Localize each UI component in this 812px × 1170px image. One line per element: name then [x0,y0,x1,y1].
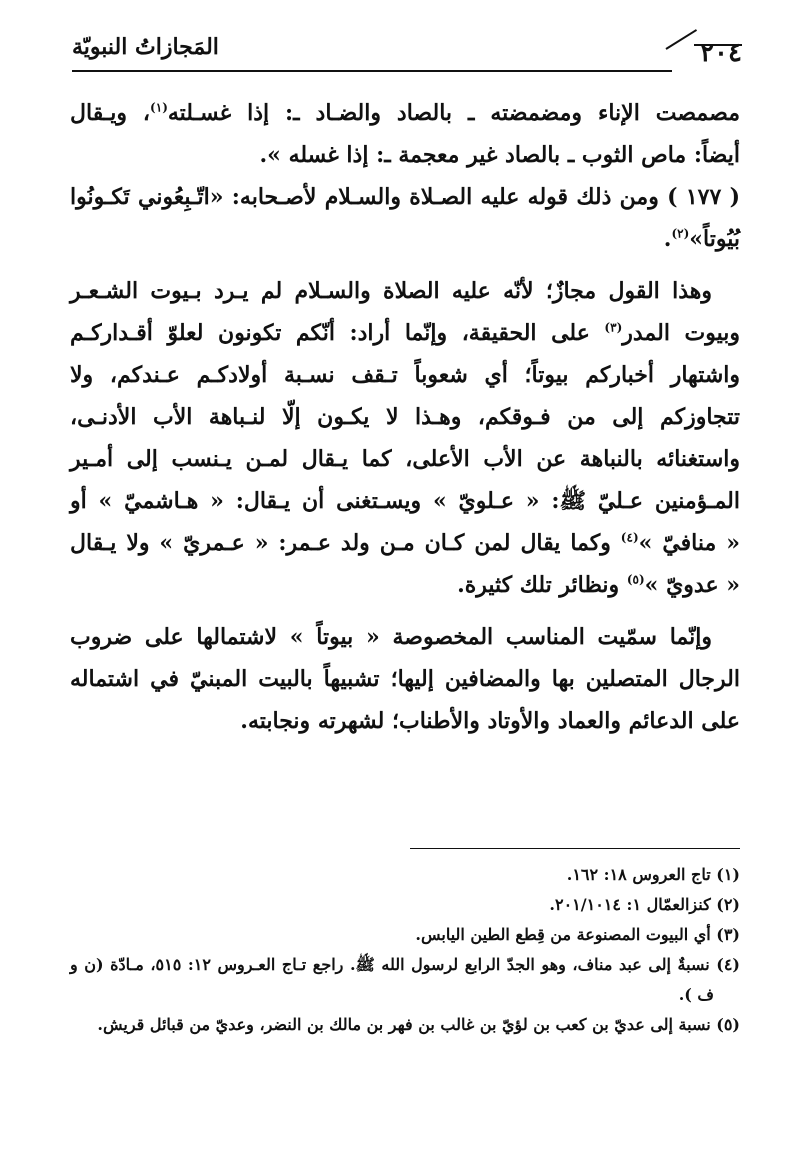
header-rule-slant [665,29,697,50]
footnote-2: (٢) كنزالعمّال ١: ٢٠١/١٠١٤. [549,895,740,914]
footnote-separator [410,848,740,849]
footnote-4: (٤) نسبةٌ إلى عبد مناف، وهو الجدّ الرابع لرسول الله ﷺ. راجع تـاج العـروس ١٢: ٥١٥، مـادّة (ن و [70,955,740,974]
page-header [72,28,742,78]
running-title: المَجازاتُ النبويّة [72,34,219,60]
text-line: « منافيّ »$^{(٤)}$ وكما يقال لمن كـان مـن ولد عـمر: « عـمريّ » ولا يـقال [70,530,740,556]
text-line: واشتهار أخباركم بيوتاً؛ أي شعوباً تـقف نسـبة أولادكـم عـندكم، ولا [70,362,740,388]
text-line: تتجاوزكم إلى من فـوقكم، وهـذا لا يكـون إلّا لنـباهة الأب الأدنـى، [70,404,740,430]
footnote-3: (٣) أي البيوت المصنوعة من قِطع الطين اليابس. [415,925,740,944]
footnote-4-continued: ف ). [678,985,714,1004]
text-line: مصمصت الإناء ومضمضته ـ بالصاد والضـاد ـ: إذا غسـلته$^{(١)}$، ويـقال [70,100,740,126]
footnote-1: (١) تاج العروس ١٨: ١٦٢. [566,865,740,884]
text-line: وبيوت المدر$^{(٣)}$ على الحقيقة، وإنّما أراد: أنّكم تكونون لعلوّ أقـداركـم [70,320,740,346]
paragraph-start: وهذا القول مجازٌ؛ لأنّه عليه الصلاة والسـلام لم يـرد بـيوت الشـعـر [70,278,712,304]
footnote-ref: (٣) [604,320,623,335]
paragraph-start: وإنّما سمّيت المناسب المخصوصة « بيوتاً » لاشتمالها على ضروب [70,624,712,650]
footnote-ref: (٤) [620,530,639,545]
header-rule [72,70,672,72]
footnote-5: (٥) نسبة إلى عديّ بن كعب بن لؤيّ بن غالب بن فهر بن مالك بن النضر، وعديّ من قبائل قريش. [97,1015,740,1034]
footnote-ref: (٢) [671,226,690,241]
page-number: ٢٠٤ [700,38,742,68]
header-rule-top [694,44,742,46]
text-line: أيضاً: ماص الثوب ـ بالصاد غير معجمة ـ: إذا غسله ». [259,142,740,168]
footnote-ref: (٥) [626,572,645,587]
footnote-ref: (١) [150,100,168,115]
text-line: « عدويّ »$^{(٥)}$ ونظائر تلك كثيرة. [457,572,740,598]
main-text [70,92,740,742]
text-line: الرجال المتصلين بها والمضافين إليها؛ تشبيهاً بالبيت المبنيّ في اشتماله [70,666,740,692]
footnotes [70,860,740,1040]
text-line: المـؤمنين عـليّ ﷺ: « عـلويّ » ويسـتغنى أن يـقال: « هـاشميّ » أو [70,488,740,514]
text-line: على الدعائم والعماد والأوتاد والأطناب؛ لشهرته ونجابته. [240,708,740,734]
hadith-number-line: ( ١٧٧ ) ومن ذلك قوله عليه الصـلاة والسـلام لأصـحابه: «اتّـبِعُوني تَكـونُوا [70,184,741,210]
text-line: واستغنائه بالنباهة عن الأب الأعلى، كما يـقال لمـن يـنسب إلى أمـير [70,446,740,472]
text-line: بُيُوتاً»$^{(٢)}$. [663,226,740,252]
